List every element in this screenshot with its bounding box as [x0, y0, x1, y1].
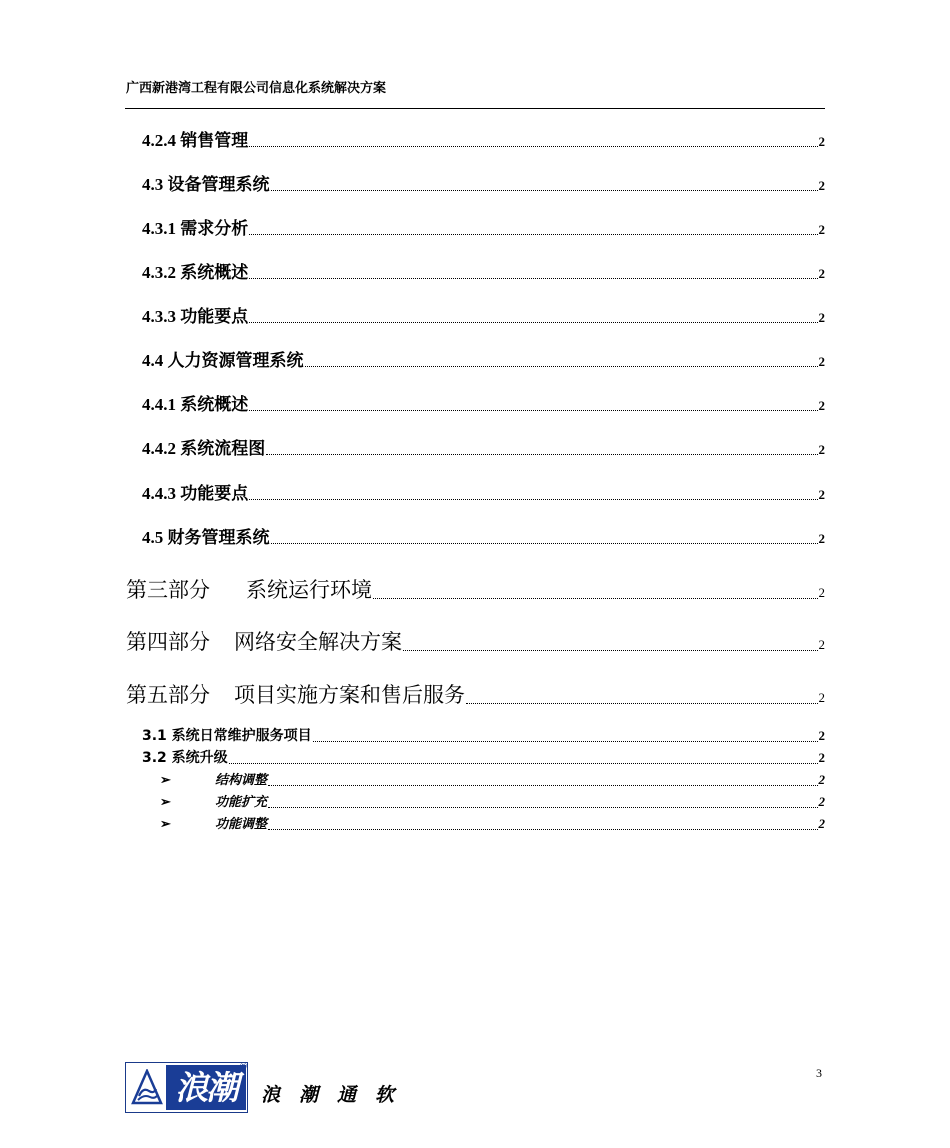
toc-dot-leader — [268, 785, 817, 786]
toc-entry[interactable] — [142, 258, 825, 282]
toc-dot-leader — [249, 499, 817, 500]
toc-part-name: 网络安全解决方案 — [234, 630, 402, 654]
toc-dot-leader — [249, 146, 817, 147]
toc-bullet-entry[interactable] — [160, 813, 825, 833]
toc-dot-leader — [271, 190, 818, 191]
toc-dot-leader — [373, 598, 818, 599]
toc-part-title — [126, 574, 372, 604]
logo-wordmark: 浪潮 — [166, 1065, 246, 1110]
toc-dot-leader — [266, 454, 817, 455]
page-number: 3 — [816, 1066, 822, 1080]
toc-part-entry[interactable] — [126, 574, 825, 602]
toc-entry[interactable] — [142, 523, 825, 547]
toc-entry-page: 2 — [818, 442, 825, 457]
toc-dot-leader — [313, 741, 818, 742]
toc-entry-page: 2 — [818, 690, 825, 705]
toc-dot-leader — [268, 829, 817, 830]
toc-entry-page: 2 — [818, 637, 825, 652]
toc-dot-leader — [249, 322, 817, 323]
toc-dot-leader — [249, 278, 817, 279]
toc-bullet-entry[interactable] — [160, 769, 825, 789]
toc-entry-page: 2 — [818, 134, 825, 149]
toc-entry-title: 4.4.3 功能要点 — [142, 484, 249, 503]
toc-dot-leader — [249, 234, 817, 235]
toc-entry-page: 2 — [818, 487, 825, 502]
toc-entry[interactable] — [142, 346, 825, 370]
toc-entry-page: 2 — [818, 178, 825, 193]
toc-entry-page: 2 — [818, 354, 825, 369]
toc-entry[interactable] — [142, 302, 825, 326]
company-logo — [125, 1062, 248, 1113]
toc-entry[interactable] — [142, 390, 825, 414]
toc-entry-page: 2 — [818, 772, 825, 787]
toc-entry-page: 2 — [818, 794, 825, 809]
toc-entry[interactable] — [142, 479, 825, 503]
toc-part-label: 第五部分 — [126, 683, 210, 707]
toc-entry-title: 4.5 财务管理系统 — [142, 528, 270, 547]
toc-entry-title: 功能调整 — [215, 817, 268, 832]
toc-entry[interactable] — [142, 725, 825, 745]
toc-part-title — [126, 626, 402, 656]
toc-part-title — [126, 679, 465, 709]
wave-logo-icon — [130, 1069, 164, 1107]
document-header-title: 广西新港湾工程有限公司信息化系统解决方案 — [126, 81, 387, 96]
toc-entry-title: 4.4 人力资源管理系统 — [142, 351, 304, 370]
toc-entry-page: 2 — [818, 310, 825, 325]
toc-entry-title: 结构调整 — [215, 773, 268, 788]
toc-dot-leader — [403, 650, 818, 651]
toc-entry-title: 4.3 设备管理系统 — [142, 175, 270, 194]
toc-entry-page: 2 — [818, 750, 825, 765]
toc-entry-title: 3.2 系统升级 — [142, 750, 228, 766]
toc-entry-page: 2 — [818, 398, 825, 413]
registered-mark: ® — [239, 1062, 248, 1072]
toc-dot-leader — [271, 543, 818, 544]
toc-entry[interactable] — [142, 747, 825, 767]
arrow-bullet-icon: ➢ — [160, 794, 171, 809]
toc-entry[interactable] — [142, 434, 825, 458]
toc-entry-title: 4.4.1 系统概述 — [142, 395, 249, 414]
toc-entry-page: 2 — [818, 266, 825, 281]
toc-entry-page: 2 — [818, 585, 825, 600]
toc-entry-page: 2 — [818, 222, 825, 237]
toc-entry-title: 4.4.2 系统流程图 — [142, 439, 266, 458]
footer — [125, 1062, 425, 1114]
arrow-bullet-icon: ➢ — [160, 772, 171, 787]
toc-entry[interactable] — [142, 126, 825, 150]
toc-entry-title: 4.3.2 系统概述 — [142, 263, 249, 282]
toc-entry-title: 3.1 系统日常维护服务项目 — [142, 728, 312, 744]
toc-entry-title: 4.3.3 功能要点 — [142, 307, 249, 326]
toc-part-name: 系统运行环境 — [246, 578, 372, 602]
toc-dot-leader — [229, 763, 818, 764]
toc-dot-leader — [466, 703, 818, 704]
toc-entry-title: 4.3.1 需求分析 — [142, 219, 249, 238]
toc-entry-page: 2 — [818, 816, 825, 831]
toc-entry-title: 功能扩充 — [215, 795, 268, 810]
toc-part-label: 第四部分 — [126, 630, 210, 654]
arrow-bullet-icon: ➢ — [160, 816, 171, 831]
toc-dot-leader — [305, 366, 818, 367]
toc-part-label: 第三部分 — [126, 578, 210, 602]
toc-bullet-entry[interactable] — [160, 791, 825, 811]
toc-part-entry[interactable] — [126, 626, 825, 654]
toc-part-entry[interactable] — [126, 679, 825, 707]
toc-entry[interactable] — [142, 170, 825, 194]
toc-dot-leader — [268, 807, 817, 808]
toc-entry[interactable] — [142, 214, 825, 238]
toc-dot-leader — [249, 410, 817, 411]
toc-entry-page: 2 — [818, 728, 825, 743]
header-rule — [125, 108, 825, 109]
toc-entry-title: 4.2.4 销售管理 — [142, 131, 249, 150]
company-name: 浪潮通软 — [261, 1084, 414, 1106]
toc-part-name: 项目实施方案和售后服务 — [234, 683, 465, 707]
toc-entry-page: 2 — [818, 531, 825, 546]
